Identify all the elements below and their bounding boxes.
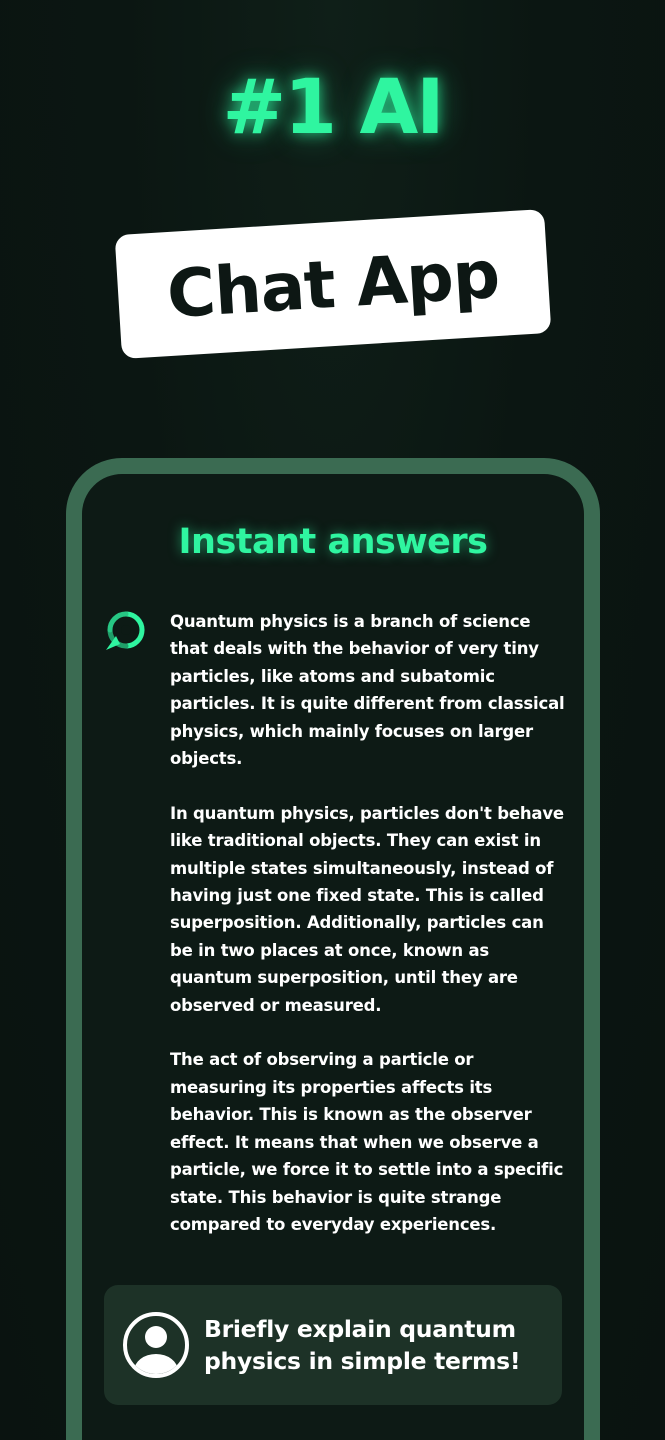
user-message-bubble — [104, 1285, 562, 1405]
user-avatar-icon — [122, 1311, 190, 1379]
phone-title: Instant answers — [178, 522, 488, 562]
bot-logo-icon — [102, 606, 150, 654]
answer-paragraph-3: The act of observing a particle or measuring its properties affects its behavior. This is known as the observer effect. It means that when we observe a particle, we force it to settle into a specific state. This behavior is quite strange compared to everyday experiences. — [170, 1050, 564, 1234]
ai-answer — [170, 608, 570, 1266]
phone-mockup — [66, 458, 600, 1440]
badge — [115, 209, 552, 359]
badge-label: Chat App — [164, 235, 502, 333]
answer-paragraph-2: In quantum physics, particles don't behave like traditional objects. They can exist in multiple states simultaneously, instead of having just one fixed state. This is called superposition. Additionally, particles can be in two places at once, known as quantum superposition, until they are observed or measured. — [170, 803, 564, 1015]
answer-paragraph-1: Quantum physics is a branch of science that deals with the behavior of very tiny particles, like atoms and subatomic particles. It is quite different from classical physics, which mainly focuses on larger objects. — [170, 612, 565, 769]
user-message-text: Briefly explain quantum physics in simple terms! — [204, 1315, 521, 1375]
headline: #1 AI — [222, 62, 443, 151]
